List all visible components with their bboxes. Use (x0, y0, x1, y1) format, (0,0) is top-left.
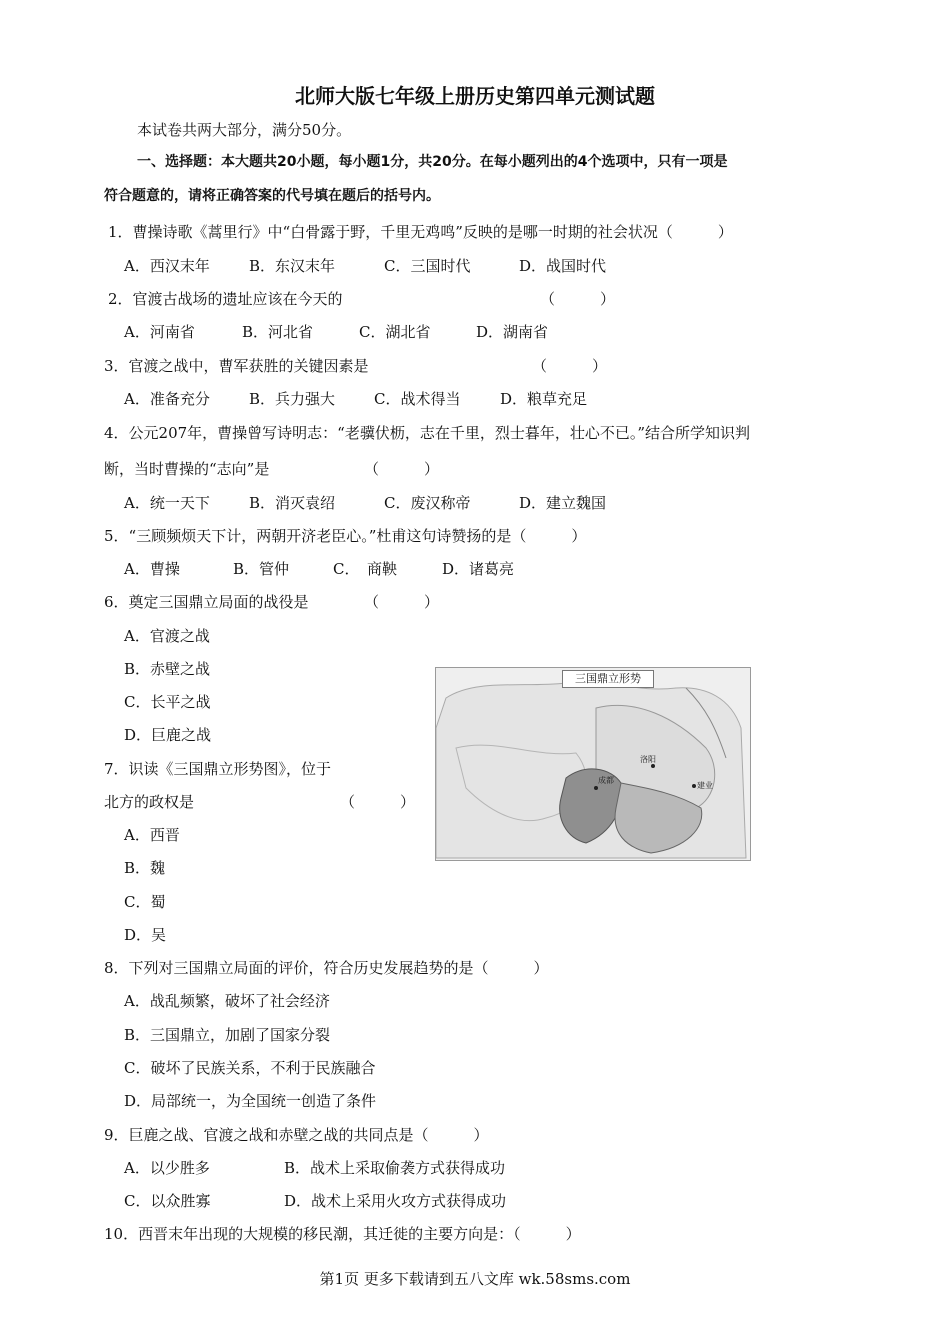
q1-option-b: B．东汉末年 (249, 257, 336, 275)
q7-option-b: B．魏 (124, 859, 166, 877)
q6-option-c: C．长平之战 (124, 693, 211, 711)
intro-text: 本试卷共两大部分，满分50分。 (137, 121, 352, 139)
q8-option-d: D．局部统一，为全国统一创造了条件 (124, 1092, 377, 1110)
q7-stem-line1: 7．识读《三国鼎立形势图》，位于 (104, 760, 332, 778)
q4-stem-line1: 4．公元207年，曹操曾写诗明志：“老骥伏枥，志在千里，烈士暮年，壮心不已。”结合所学知识判 (104, 424, 751, 442)
q4-answer-paren: （ ） (364, 460, 440, 478)
section-heading-line2: 符合题意的，请将正确答案的代号填在题后的括号内。 (104, 188, 440, 204)
q8-option-b: B．三国鼎立，加剧了国家分裂 (124, 1026, 331, 1044)
q6-option-d: D．巨鹿之战 (124, 726, 212, 744)
q5-option-b: B．管仲 (233, 560, 290, 578)
q8-stem: 8．下列对三国鼎立局面的评价，符合历史发展趋势的是（ ） (104, 959, 549, 977)
q3-stem: 3．官渡之战中，曹军获胜的关键因素是 (104, 357, 369, 375)
q9-option-a: A．以少胜多 (124, 1159, 210, 1177)
q7-option-c: C．蜀 (124, 893, 166, 911)
q3-option-c: C．战术得当 (374, 390, 461, 408)
map-graphic (436, 668, 750, 860)
q5-option-c: C． 商鞅 (333, 560, 397, 578)
q3-option-d: D．粮草充足 (500, 390, 588, 408)
q4-option-c: C．废汉称帝 (384, 494, 471, 512)
q2-option-a: A．河南省 (124, 323, 195, 341)
map-label-jianye: 建业 (697, 781, 713, 790)
q6-option-a: A．官渡之战 (124, 627, 210, 645)
q10-stem: 10．西晋末年出现的大规模的移民潮，其迁徙的主要方向是：（ ） (104, 1225, 581, 1243)
q2-answer-paren: （ ） (540, 290, 616, 308)
map-title: 三国鼎立形势 (562, 670, 654, 688)
page-title: 北师大版七年级上册历史第四单元测试题 (295, 84, 655, 108)
q8-option-a: A．战乱频繁，破坏了社会经济 (124, 992, 330, 1010)
q7-stem-line2: 北方的政权是 (104, 793, 195, 811)
q5-option-d: D．诸葛亮 (442, 560, 515, 578)
q4-option-b: B．消灭袁绍 (249, 494, 336, 512)
q7-option-a: A．西晋 (124, 826, 180, 844)
section-heading-line1: 一、选择题：本大题共20小题，每小题1分，共20分。在每小题列出的4个选项中，只有一项是 (137, 154, 728, 170)
three-kingdoms-map (435, 667, 751, 861)
q1-option-c: C．三国时代 (384, 257, 471, 275)
q1-stem: 1．曹操诗歌《蒿里行》中“白骨露于野，千里无鸡鸣”反映的是哪一时期的社会状况（ ） (108, 223, 733, 241)
q6-answer-paren: （ ） (364, 593, 440, 611)
q3-option-a: A．准备充分 (124, 390, 210, 408)
q9-stem: 9．巨鹿之战、官渡之战和赤壁之战的共同点是（ ） (104, 1126, 489, 1144)
q3-option-b: B．兵力强大 (249, 390, 336, 408)
q2-stem: 2．官渡古战场的遗址应该在今天的 (108, 290, 343, 308)
q1-option-d: D．战国时代 (519, 257, 607, 275)
q2-option-b: B．河北省 (242, 323, 314, 341)
q3-answer-paren: （ ） (532, 357, 608, 375)
map-label-chengdu: 成都 (598, 776, 614, 785)
q1-option-a: A．西汉末年 (124, 257, 210, 275)
q7-answer-paren: （ ） (340, 793, 416, 811)
q5-option-a: A．曹操 (124, 560, 180, 578)
q9-option-c: C．以众胜寡 (124, 1192, 211, 1210)
q4-option-d: D．建立魏国 (519, 494, 607, 512)
q9-option-b: B．战术上采取偷袭方式获得成功 (284, 1159, 506, 1177)
q4-option-a: A．统一天下 (124, 494, 210, 512)
q6-stem: 6．奠定三国鼎立局面的战役是 (104, 593, 309, 611)
q2-option-d: D．湖南省 (476, 323, 549, 341)
q2-option-c: C．湖北省 (359, 323, 431, 341)
page-footer: 第1页 更多下载请到五八文库 wk.58sms.com (319, 1270, 631, 1288)
q4-stem-line2: 断，当时曹操的“志向”是 (104, 460, 270, 478)
q9-option-d: D．战术上采用火攻方式获得成功 (284, 1192, 507, 1210)
map-label-luoyang: 洛阳 (640, 755, 656, 764)
q7-option-d: D．吴 (124, 926, 167, 944)
q8-option-c: C．破坏了民族关系，不利于民族融合 (124, 1059, 376, 1077)
q5-stem: 5．“三顾频烦天下计，两朝开济老臣心。”杜甫这句诗赞扬的是（ ） (104, 527, 587, 545)
q6-option-b: B．赤壁之战 (124, 660, 211, 678)
